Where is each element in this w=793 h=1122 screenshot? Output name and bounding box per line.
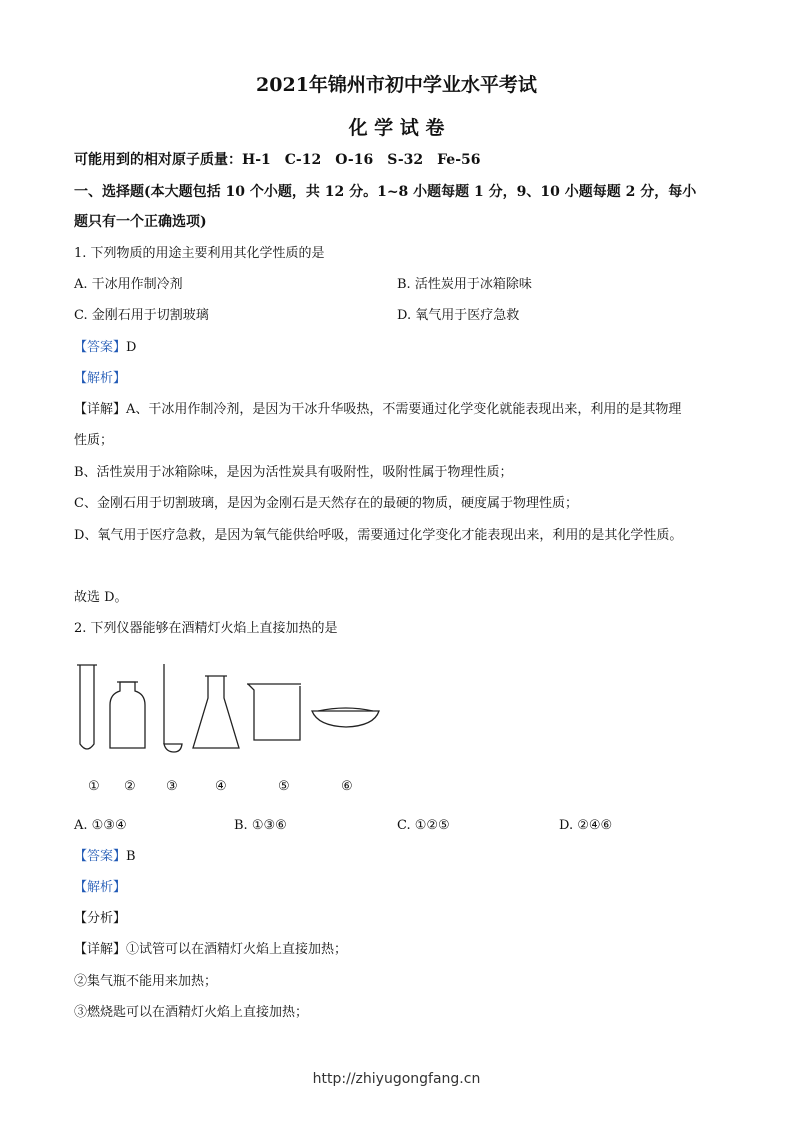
q2-option-d: D. ②④⑥	[559, 818, 613, 833]
q2-detail-2: ②集气瓶不能用来加热；	[74, 974, 218, 989]
atomic-mass-line: 可能用到的相对原子质量：H-1 C-12 O-16 S-32 Fe-56	[74, 152, 481, 168]
q1-option-c: C. 金刚石用于切割玻璃	[74, 308, 209, 323]
detail-tag: 【详解】	[74, 942, 127, 957]
gas-bottle-icon	[110, 682, 145, 748]
test-tube-icon	[77, 665, 97, 749]
q1-option-b: B. 活性炭用于冰箱除味	[397, 277, 532, 292]
q2-detail-3: ③燃烧匙可以在酒精灯火焰上直接加热；	[74, 1005, 309, 1020]
q1-detail-b: B、活性炭用于冰箱除味，是因为活性炭具有吸附性，吸附性属于物理性质；	[74, 465, 513, 480]
figure-label-4: ④	[215, 779, 227, 794]
q1-option-d: D. 氧气用于医疗急救	[397, 308, 520, 323]
conical-flask-icon	[193, 676, 239, 748]
q1-stem: 1. 下列物质的用途主要利用其化学性质的是	[74, 246, 325, 261]
footer-url: http://zhiyugongfang.cn	[312, 1071, 481, 1087]
answer-tag: 【答案】	[74, 340, 127, 355]
q1-option-a: A. 干冰用作制冷剂	[74, 277, 183, 292]
q2-option-a: A. ①③④	[74, 818, 127, 833]
beaker-icon	[247, 684, 301, 740]
q1-detail-c: C、金刚石用于切割玻璃，是因为金刚石是天然存在的最硬的物质，硬度属于物理性质；	[74, 496, 578, 511]
section-heading-line2: 题只有一个正确选项)	[74, 214, 207, 230]
q1-answer-value: D	[126, 340, 137, 355]
q2-detail-1	[74, 941, 347, 959]
q2-option-c: C. ①②⑤	[397, 818, 450, 833]
q1-detail-a-cont: 性质；	[74, 433, 114, 448]
q1-conclusion: 故选 D。	[74, 590, 128, 605]
q2-fenxi-tag: 【分析】	[74, 911, 127, 926]
q2-stem: 2. 下列仪器能够在酒精灯火焰上直接加热的是	[74, 621, 338, 636]
page-subtitle: 化 学 试 卷	[348, 117, 445, 139]
q2-analysis-tag: 【解析】	[74, 880, 127, 895]
figure-label-1: ①	[88, 779, 100, 794]
q1-detail-a-text: A、干冰用作制冷剂，是因为干冰升华吸热，不需要通过化学变化就能表现出来，利用的是其物理	[126, 402, 682, 417]
q1-analysis-tag: 【解析】	[74, 371, 127, 386]
figure-label-2: ②	[124, 779, 136, 794]
q2-option-b: B. ①③⑥	[234, 818, 287, 833]
answer-tag: 【答案】	[74, 849, 127, 864]
detail-tag: 【详解】	[74, 402, 127, 417]
section-heading-line1: 一、选择题(本大题包括 10 个小题，共 12 分。1~8 小题每题 1 分，9、10 小题每题 2 分，每小	[74, 184, 697, 200]
q1-detail-d: D、氧气用于医疗急救，是因为氧气能供给呼吸，需要通过化学变化才能表现出来，利用的是其化学性质。	[74, 528, 683, 543]
combustion-spoon-icon	[164, 664, 182, 752]
evaporating-dish-icon	[312, 708, 379, 727]
q2-detail-1-text: ①试管可以在酒精灯火焰上直接加热；	[126, 942, 348, 957]
q2-answer	[74, 848, 136, 866]
figure-label-3: ③	[166, 779, 178, 794]
page-title: 2021年锦州市初中学业水平考试	[256, 74, 537, 96]
q2-answer-value: B	[126, 849, 136, 864]
figure-label-6: ⑥	[341, 779, 353, 794]
figure-label-5: ⑤	[278, 779, 290, 794]
